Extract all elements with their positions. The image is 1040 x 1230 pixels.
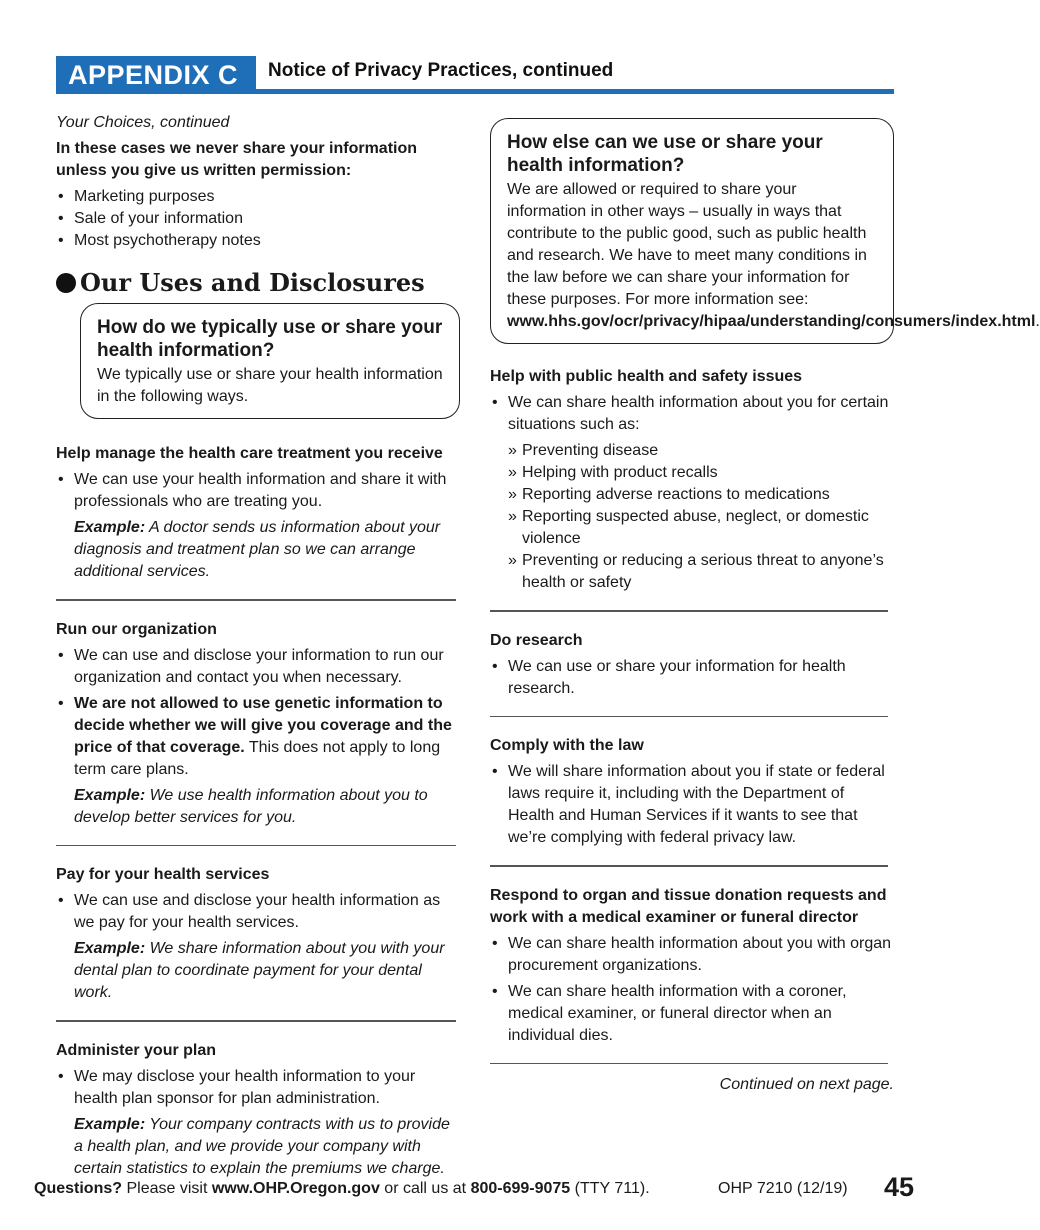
law-title: Comply with the law	[490, 737, 644, 754]
organ-bullet-2: • We can share health information with a coroner, medical examiner, or funeral director when an individual dies.	[490, 981, 894, 1047]
administer-section	[56, 1040, 456, 1180]
list-item: » Preventing disease	[508, 440, 894, 462]
example-label: Example:	[74, 940, 146, 957]
example-label: Example:	[74, 519, 146, 536]
never-share-list	[56, 186, 456, 252]
other-use-box-title: How else can we use or share your health information?	[507, 132, 823, 176]
divider	[56, 599, 456, 601]
form-code: OHP 7210 (12/19)	[718, 1180, 848, 1197]
public-health-bullet: • We can share health information about you for certain situations such as:	[490, 392, 894, 436]
typical-use-box-body: We typically use or share your health information in the following ways.	[97, 366, 443, 405]
never-share-heading: In these cases we never share your information unless you give us written permission:	[56, 140, 418, 179]
organization-example	[74, 785, 456, 829]
public-health-section	[490, 366, 894, 594]
tty-text: (TTY 711).	[570, 1180, 650, 1197]
example-label: Example:	[74, 1115, 146, 1133]
research-title: Do research	[490, 631, 583, 649]
administer-title: Administer your plan	[56, 1041, 217, 1059]
other-use-period: .	[1035, 313, 1040, 330]
genetic-info-statement: We are not allowed to use genetic information to decide whether we will give you coverage and the price of that coverage.	[74, 694, 452, 756]
organization-section	[56, 619, 456, 829]
appendix-tag: APPENDIX C	[56, 56, 256, 92]
administer-example	[74, 1114, 456, 1180]
organ-title: Respond to organ and tissue donation requests and work with a medical examiner or funeral director	[490, 886, 887, 926]
example-text: We share information about you with your dental plan to coordinate payment for your dental work.	[74, 940, 445, 1001]
treatment-section	[56, 443, 456, 583]
page-header	[56, 56, 894, 94]
organization-title: Run our organization	[56, 620, 217, 638]
research-section	[490, 630, 894, 700]
long-term-care-note: This does not apply to long term care plans.	[74, 738, 441, 778]
choices-label: Your Choices, continued	[56, 114, 230, 131]
example-text: We use health information about you to develop better services for you.	[74, 786, 428, 826]
right-column	[490, 118, 1040, 1094]
public-health-sublist	[508, 440, 894, 594]
page-footer	[34, 1172, 915, 1202]
pay-title: Pay for your health services	[56, 866, 270, 883]
organ-bullet-1: • We can share health information about you with organ procurement organizations.	[490, 933, 894, 977]
bullet-dot-icon	[56, 273, 76, 293]
law-bullet: • We will share information about you if state or federal laws require it, including with the Department of Health and Human Services if it wants to see that we’re complying with federal privacy law.	[490, 761, 894, 849]
other-use-body-text: We are allowed or required to share your information in other ways – usually in ways that contribute to the public good, such as public health and research. We have to meet many conditions in the law before we can share your information for these purposes. For more information see:	[507, 181, 867, 308]
divider	[490, 716, 888, 718]
phone-number[interactable]: 800-699-9075	[470, 1180, 571, 1197]
list-item: » Preventing or reducing a serious threat to anyone’s health or safety	[508, 550, 894, 594]
research-bullet: • We can use or share your information for health research.	[490, 656, 894, 700]
organization-bullet-2	[56, 693, 456, 781]
divider	[490, 610, 888, 612]
treatment-title: Help manage the health care treatment you receive	[56, 445, 443, 462]
list-item: » Reporting suspected abuse, neglect, or domestic violence	[508, 506, 894, 550]
divider	[490, 1063, 888, 1065]
ohp-website-link[interactable]: www.OHP.Oregon.gov	[211, 1180, 380, 1197]
law-section	[490, 735, 894, 849]
list-item: • Marketing purposes	[56, 186, 456, 208]
questions-label: Questions?	[34, 1180, 123, 1197]
treatment-bullet: • We can use your health information and share it with professionals who are treating you.	[56, 469, 456, 513]
example-label: Example:	[74, 786, 146, 804]
other-use-box	[490, 118, 1040, 344]
footer-questions	[34, 1180, 650, 1198]
continued-note: Continued on next page.	[719, 1076, 894, 1093]
hhs-link[interactable]: www.hhs.gov/ocr/privacy/hipaa/understanding/consumers/index.html	[507, 313, 1036, 330]
left-column	[56, 112, 456, 1180]
administer-bullet: • We may disclose your health information to your health plan sponsor for plan administration.	[56, 1066, 456, 1110]
please-visit-text: Please visit	[122, 1180, 212, 1197]
public-health-title: Help with public health and safety issues	[490, 368, 803, 385]
list-item: » Reporting adverse reactions to medications	[508, 484, 894, 506]
organization-bullet-1: • We can use and disclose your information to run our organization and contact you when necessary.	[56, 645, 456, 689]
example-text: A doctor sends us information about your diagnosis and treatment plan so we can arrange additional services.	[74, 519, 441, 580]
pay-bullet: • We can use and disclose your health information as we pay for your health services.	[56, 890, 456, 934]
list-item: » Helping with product recalls	[508, 462, 894, 484]
list-item: • Sale of your information	[56, 208, 456, 230]
uses-heading	[56, 268, 456, 297]
divider	[56, 845, 456, 847]
header-title: Notice of Privacy Practices, continued	[268, 60, 614, 81]
typical-use-box-title: How do we typically use or share your health information?	[97, 317, 443, 361]
other-use-box-body	[507, 179, 1040, 333]
organ-section	[490, 885, 894, 1047]
page-number: 45	[884, 1172, 915, 1202]
call-us-text: or call us at	[379, 1180, 471, 1197]
example-text: Your company contracts with us to provide a health plan, and we provide your company with certain statistics to explain the premiums we charge.	[74, 1115, 450, 1177]
divider	[490, 865, 888, 867]
pay-example	[74, 938, 456, 1004]
list-item: • Most psychotherapy notes	[56, 230, 456, 252]
treatment-example	[74, 517, 456, 583]
divider	[56, 1020, 456, 1022]
pay-section	[56, 864, 456, 1004]
uses-heading-text: Our Uses and Disclosures	[80, 268, 425, 297]
typical-use-box	[80, 303, 460, 419]
